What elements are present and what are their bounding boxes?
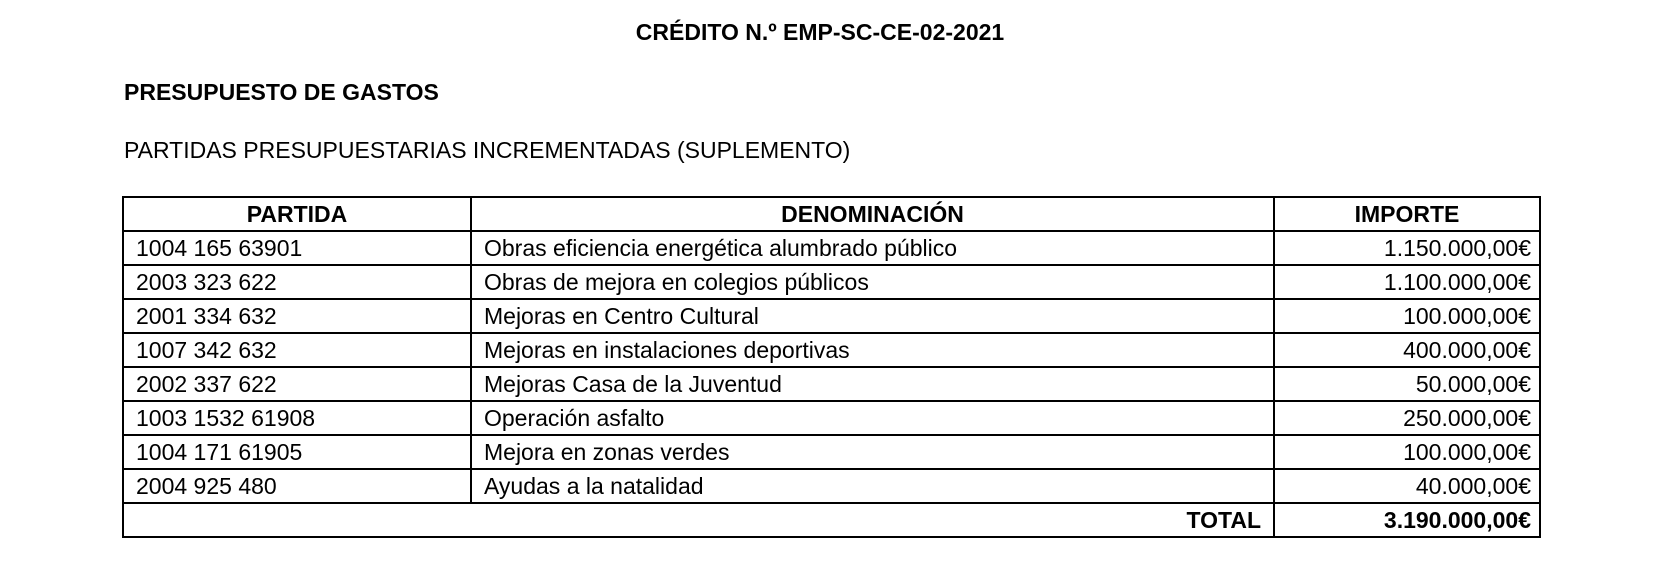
cell-partida: 2004 925 480 xyxy=(123,469,471,503)
cell-denominacion: Mejoras en instalaciones deportivas xyxy=(471,333,1274,367)
cell-partida: 2003 323 622 xyxy=(123,265,471,299)
header-partida: PARTIDA xyxy=(123,197,471,231)
cell-importe: 250.000,00€ xyxy=(1274,401,1540,435)
cell-denominacion: Obras de mejora en colegios públicos xyxy=(471,265,1274,299)
cell-importe: 400.000,00€ xyxy=(1274,333,1540,367)
cell-denominacion: Ayudas a la natalidad xyxy=(471,469,1274,503)
cell-importe: 1.100.000,00€ xyxy=(1274,265,1540,299)
budget-table xyxy=(122,196,1541,538)
table-caption: PARTIDAS PRESUPUESTARIAS INCREMENTADAS (SUPLEMENTO) xyxy=(124,137,851,163)
cell-denominacion: Operación asfalto xyxy=(471,401,1274,435)
cell-partida: 2001 334 632 xyxy=(123,299,471,333)
document-title: CRÉDITO N.º EMP-SC-CE-02-2021 xyxy=(635,19,1005,45)
total-amount: 3.190.000,00€ xyxy=(1274,503,1540,537)
cell-denominacion: Mejora en zonas verdes xyxy=(471,435,1274,469)
table-row xyxy=(123,231,1540,265)
cell-partida: 1004 165 63901 xyxy=(123,231,471,265)
table-row xyxy=(123,401,1540,435)
total-row xyxy=(123,503,1540,537)
table-body xyxy=(123,231,1540,537)
table-row xyxy=(123,265,1540,299)
table-row xyxy=(123,435,1540,469)
cell-denominacion: Obras eficiencia energética alumbrado público xyxy=(471,231,1274,265)
cell-importe: 100.000,00€ xyxy=(1274,435,1540,469)
table-row xyxy=(123,299,1540,333)
table-row xyxy=(123,469,1540,503)
cell-importe: 100.000,00€ xyxy=(1274,299,1540,333)
cell-importe: 50.000,00€ xyxy=(1274,367,1540,401)
cell-importe: 40.000,00€ xyxy=(1274,469,1540,503)
cell-denominacion: Mejoras en Centro Cultural xyxy=(471,299,1274,333)
cell-partida: 1004 171 61905 xyxy=(123,435,471,469)
header-denominacion: DENOMINACIÓN xyxy=(471,197,1274,231)
total-label: TOTAL xyxy=(123,503,1274,537)
table-row xyxy=(123,333,1540,367)
cell-denominacion: Mejoras Casa de la Juventud xyxy=(471,367,1274,401)
cell-partida: 1003 1532 61908 xyxy=(123,401,471,435)
table-row xyxy=(123,367,1540,401)
cell-partida: 1007 342 632 xyxy=(123,333,471,367)
cell-partida: 2002 337 622 xyxy=(123,367,471,401)
header-row xyxy=(123,197,1540,231)
section-heading: PRESUPUESTO DE GASTOS xyxy=(124,79,439,105)
header-importe: IMPORTE xyxy=(1274,197,1540,231)
cell-importe: 1.150.000,00€ xyxy=(1274,231,1540,265)
table-header xyxy=(123,197,1540,231)
